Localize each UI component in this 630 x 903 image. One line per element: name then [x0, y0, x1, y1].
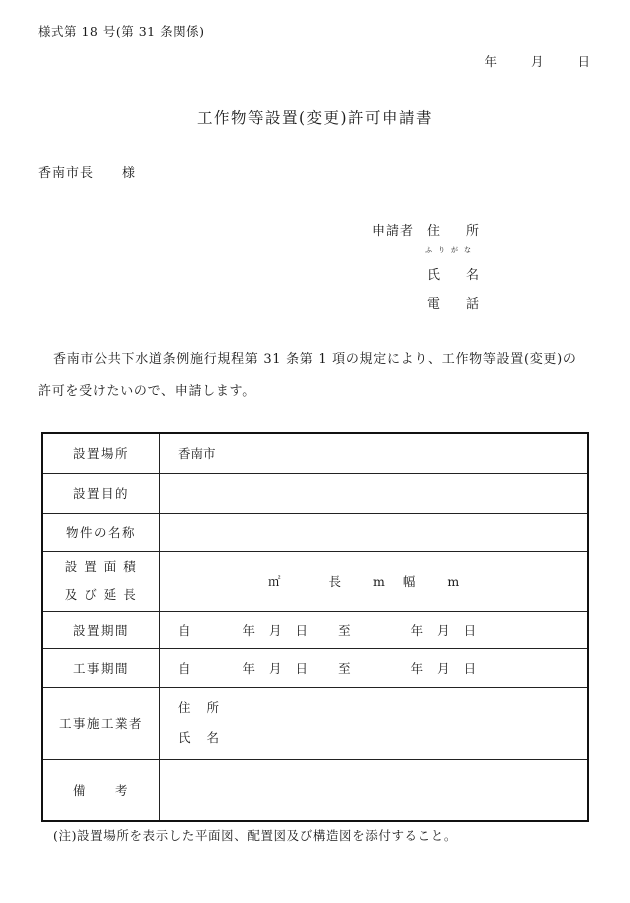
period-year: 年	[410, 660, 424, 676]
period-year: 年	[242, 660, 256, 676]
table-row	[42, 759, 588, 821]
remarks-field[interactable]	[160, 759, 589, 821]
area-unit-sqm: ㎡	[268, 574, 281, 589]
purpose-field[interactable]	[160, 473, 589, 513]
period-month: 月	[437, 622, 450, 638]
table-row	[42, 648, 588, 687]
date-year: 年	[484, 54, 497, 69]
attachment-note: (注)設置場所を表示した平面図、配置図及び構造図を添付すること。	[53, 828, 457, 843]
period-day: 日	[295, 660, 309, 676]
area-label-line2: 及 び 延 長	[64, 587, 138, 602]
date-line	[484, 52, 590, 70]
applicant-address-label	[427, 220, 479, 239]
contractor-name-char-2: 名	[206, 730, 220, 745]
period-day: 日	[463, 622, 477, 638]
table-row	[42, 687, 588, 759]
location-value[interactable]: 香南市	[160, 433, 589, 473]
contractor-name-char-1: 氏	[178, 730, 191, 745]
work-period-label: 工事期間	[42, 648, 160, 687]
table-row	[42, 513, 588, 551]
location-label: 設置場所	[42, 433, 160, 473]
period-month: 月	[269, 660, 282, 676]
period-from: 自	[178, 660, 191, 676]
remarks-label: 備 考	[42, 759, 160, 821]
application-detail-table	[41, 432, 589, 822]
applicant-phone-char-1: 電	[427, 297, 441, 312]
form-number: 様式第 18 号(第 31 条関係)	[38, 24, 205, 39]
period-year: 年	[242, 622, 256, 638]
addressee-name: 香南市長	[38, 166, 95, 181]
applicant-phone-char-2: 話	[466, 297, 480, 312]
table-row	[42, 611, 588, 648]
table-row	[42, 433, 588, 473]
date-day: 日	[577, 54, 590, 69]
addressee-honorific: 様	[122, 166, 137, 181]
document-title: 工作物等設置(変更)許可申請書	[196, 109, 434, 127]
contractor-address-char-2: 所	[206, 700, 220, 715]
contractor-name-label	[178, 723, 587, 753]
period-year: 年	[410, 622, 424, 638]
object-name-field[interactable]	[160, 513, 589, 551]
period-day: 日	[463, 660, 477, 676]
period-to: 至	[338, 622, 351, 638]
area-label	[42, 551, 160, 611]
area-unit-m: m	[447, 574, 460, 589]
applicant-label: 申請者	[372, 224, 415, 239]
period-month: 月	[437, 660, 450, 676]
application-statement: 香南市公共下水道条例施行規程第 31 条第 1 項の規定により、工作物等設置(変更)の許可を受けたいので、申請します。	[38, 352, 577, 399]
period-from: 自	[178, 622, 191, 638]
purpose-label: 設置目的	[42, 473, 160, 513]
period-month: 月	[269, 622, 282, 638]
table-row	[42, 551, 588, 611]
table-row	[42, 473, 588, 513]
applicant-address-char-1: 住	[427, 224, 441, 239]
area-unit-m: m	[373, 574, 385, 589]
period-to: 至	[338, 660, 351, 676]
work-period-field[interactable]	[160, 648, 589, 687]
period-day: 日	[295, 622, 309, 638]
install-period-label: 設置期間	[42, 611, 160, 648]
applicant-name-char-2: 名	[466, 268, 480, 283]
area-label-line1: 設 置 面 積	[64, 559, 138, 574]
furigana-label: ふりがな	[425, 246, 477, 254]
applicant-phone-label	[427, 293, 479, 312]
install-period-field[interactable]	[160, 611, 589, 648]
contractor-address-label	[178, 693, 587, 723]
area-width-label: 幅	[402, 574, 416, 589]
area-field[interactable]	[160, 551, 589, 611]
addressee	[38, 162, 136, 181]
applicant-name-label	[427, 264, 479, 283]
applicant-name-char-1: 氏	[427, 268, 441, 283]
area-length-label: 長	[328, 574, 342, 589]
contractor-label: 工事施工業者	[42, 687, 160, 759]
date-month: 月	[530, 54, 544, 69]
applicant-address-char-2: 所	[466, 224, 480, 239]
object-name-label: 物件の名称	[42, 513, 160, 551]
contractor-address-char-1: 住	[178, 700, 191, 715]
contractor-field[interactable]	[160, 687, 589, 759]
